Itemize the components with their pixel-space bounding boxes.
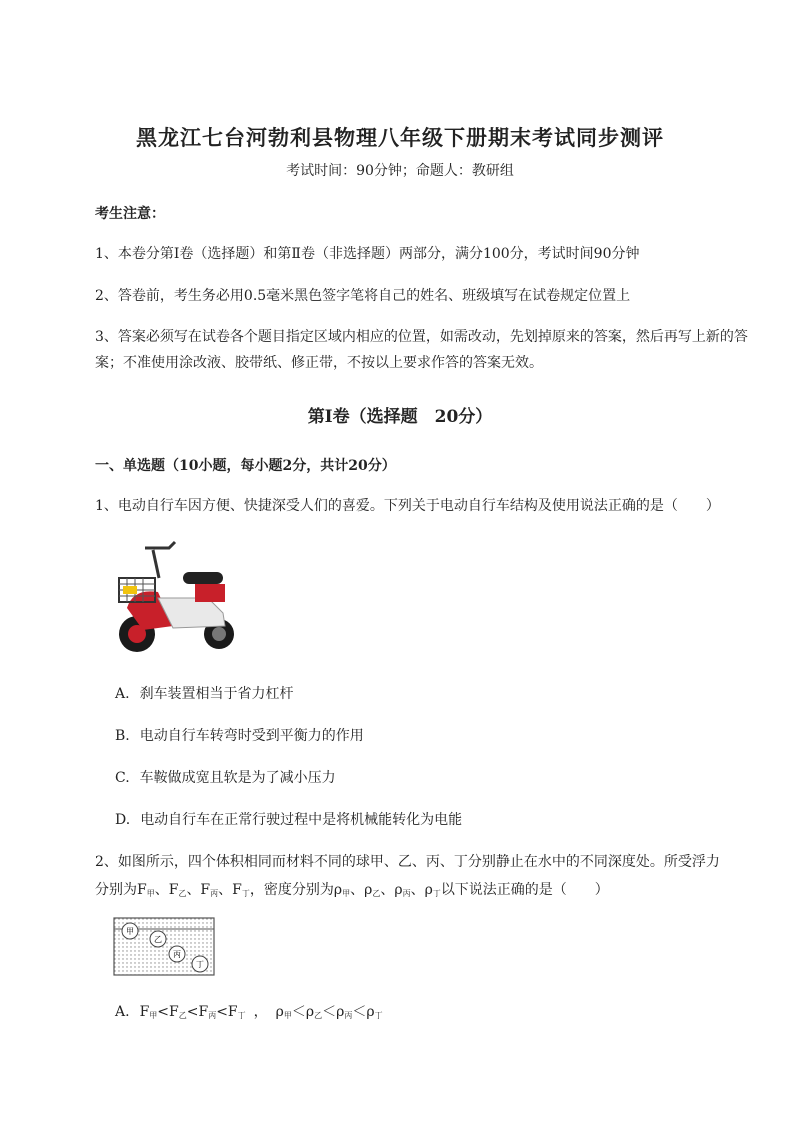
subscript: 乙 bbox=[178, 1011, 187, 1020]
text: < bbox=[216, 1004, 228, 1020]
notice-item-1: 1、本卷分第I卷（选择题）和第Ⅱ卷（非选择题）两部分，满分100分，考试时间90分钟 bbox=[95, 246, 640, 262]
text: F bbox=[227, 1004, 238, 1020]
subscript: 丁 bbox=[374, 1011, 383, 1020]
text: ， bbox=[253, 1004, 268, 1020]
subscript: 甲 bbox=[342, 889, 351, 898]
subscript: 丙 bbox=[210, 889, 219, 898]
text: 、ρ bbox=[380, 882, 403, 898]
ball-label-bing: 丙 bbox=[173, 950, 181, 959]
option-text: 电动自行车在正常行驶过程中是将机械能转化为电能 bbox=[140, 812, 463, 828]
question-2-stem-line2 bbox=[95, 876, 765, 908]
q1-option-b[interactable] bbox=[115, 725, 364, 745]
option-letter: A. bbox=[115, 1004, 130, 1020]
option-letter: B. bbox=[115, 728, 130, 744]
text: ，密度分别为ρ bbox=[249, 882, 343, 898]
text: F bbox=[139, 1004, 150, 1020]
exam-subtitle: 考试时间：90分钟；命题人：教研组 bbox=[286, 163, 514, 179]
text: 、ρ bbox=[350, 882, 373, 898]
text: 、F bbox=[218, 882, 242, 898]
q1-option-d[interactable] bbox=[115, 809, 462, 829]
ball-label-jia: 甲 bbox=[126, 927, 134, 936]
option-letter: A. bbox=[115, 686, 130, 702]
option-text: 车鞍做成宽且软是为了减小压力 bbox=[139, 770, 336, 786]
subscript: 甲 bbox=[283, 1011, 292, 1020]
text: ρ bbox=[336, 1004, 345, 1020]
text: 、F bbox=[154, 882, 179, 898]
subscript: 丁 bbox=[237, 1011, 246, 1020]
question-2-stem-line1: 2、如图所示，四个体积相同而材料不同的球甲、乙、丙、丁分别静止在水中的不同深度处。所受浮力 bbox=[95, 854, 720, 870]
subscript: 丁 bbox=[241, 889, 250, 898]
text: ＜ bbox=[291, 1004, 306, 1020]
subscript: 乙 bbox=[372, 889, 381, 898]
notice-item-3: 3、答案必须写在试卷各个题目指定区域内相应的位置，如需改动，先划掉原来的答案，然后再写上新的答案；不准使用涂改液、胶带纸、修正带，不按以上要求作答的答案无效。 bbox=[95, 329, 748, 371]
option-text: 电动自行车转弯时受到平衡力的作用 bbox=[139, 728, 364, 744]
subscript: 丙 bbox=[208, 1011, 217, 1020]
text: 、F bbox=[186, 882, 211, 898]
text: ρ bbox=[275, 1004, 284, 1020]
text: 以下说法正确的是（ ） bbox=[440, 882, 609, 898]
q1-option-c[interactable] bbox=[115, 767, 336, 787]
notice-heading: 考生注意： bbox=[95, 206, 165, 222]
electric-scooter-image bbox=[113, 538, 243, 660]
option-letter: C. bbox=[115, 770, 130, 786]
q1-option-a[interactable] bbox=[115, 683, 294, 703]
water-tank-figure bbox=[113, 917, 215, 977]
q2-option-a[interactable] bbox=[115, 1001, 383, 1021]
subscript: 甲 bbox=[146, 889, 155, 898]
ball-label-ding: 丁 bbox=[196, 960, 204, 969]
text: 分别为F bbox=[95, 882, 147, 898]
text: ＜ bbox=[322, 1004, 337, 1020]
subscript: 甲 bbox=[149, 1011, 158, 1020]
subscript: 乙 bbox=[314, 1011, 323, 1020]
text: 、ρ bbox=[410, 882, 433, 898]
section-title: 第I卷（选择题 20分） bbox=[307, 407, 493, 427]
text: ρ bbox=[305, 1004, 315, 1020]
subscript: 丙 bbox=[402, 889, 411, 898]
ball-label-yi: 乙 bbox=[154, 935, 162, 944]
subscript: 乙 bbox=[178, 889, 187, 898]
subscript: 丙 bbox=[344, 1011, 353, 1020]
option-text: 刹车装置相当于省力杠杆 bbox=[139, 686, 294, 702]
text: ρ bbox=[366, 1004, 375, 1020]
question-1-stem: 1、电动自行车因方便、快捷深受人们的喜爱。下列关于电动自行车结构及使用说法正确的是（ ） bbox=[95, 498, 720, 514]
option-letter: D. bbox=[115, 812, 131, 828]
part-heading: 一、单选题（10小题，每小题2分，共计20分） bbox=[95, 458, 396, 474]
notice-item-2: 2、答卷前，考生务必用0.5毫米黑色签字笔将自己的姓名、班级填写在试卷规定位置上 bbox=[95, 288, 631, 304]
text: < bbox=[157, 1004, 170, 1020]
text: ＜ bbox=[352, 1004, 367, 1020]
text: < bbox=[186, 1004, 199, 1020]
text: F bbox=[198, 1004, 209, 1020]
page-title: 黑龙江七台河勃利县物理八年级下册期末考试同步测评 bbox=[136, 125, 664, 150]
subscript: 丁 bbox=[432, 889, 441, 898]
text: F bbox=[169, 1004, 179, 1020]
